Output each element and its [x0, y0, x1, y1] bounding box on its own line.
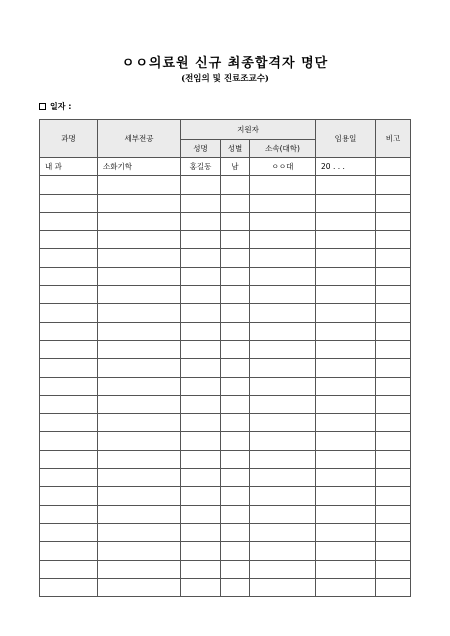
cell-specialty: 소화기학 [98, 158, 181, 176]
cell-remarks [376, 542, 411, 560]
cell-specialty [98, 267, 181, 285]
cell-appointment-date [316, 267, 376, 285]
cell-department [40, 340, 98, 358]
cell-gender [221, 414, 250, 432]
cell-department [40, 414, 98, 432]
cell-name [181, 505, 221, 523]
cell-specialty [98, 359, 181, 377]
cell-specialty [98, 176, 181, 194]
cell-gender [221, 340, 250, 358]
cell-department [40, 542, 98, 560]
cell-affiliation [250, 414, 316, 432]
cell-department [40, 487, 98, 505]
cell-department [40, 176, 98, 194]
table-row [40, 359, 411, 377]
table-row [40, 450, 411, 468]
cell-name [181, 469, 221, 487]
cell-department [40, 450, 98, 468]
cell-affiliation [250, 377, 316, 395]
cell-remarks [376, 340, 411, 358]
cell-appointment-date [316, 249, 376, 267]
cell-specialty [98, 322, 181, 340]
table-row [40, 267, 411, 285]
cell-affiliation [250, 432, 316, 450]
cell-department [40, 212, 98, 230]
cell-remarks [376, 286, 411, 304]
cell-gender [221, 469, 250, 487]
cell-gender [221, 450, 250, 468]
cell-gender [221, 231, 250, 249]
cell-affiliation [250, 395, 316, 413]
cell-gender [221, 322, 250, 340]
cell-name [181, 267, 221, 285]
table-row [40, 505, 411, 523]
cell-specialty [98, 395, 181, 413]
cell-specialty [98, 304, 181, 322]
cell-department [40, 377, 98, 395]
cell-name [181, 340, 221, 358]
cell-appointment-date [316, 322, 376, 340]
cell-gender: 남 [221, 158, 250, 176]
table-row [40, 176, 411, 194]
cell-remarks [376, 194, 411, 212]
cell-name [181, 322, 221, 340]
table-row [40, 340, 411, 358]
cell-name [181, 523, 221, 541]
cell-specialty [98, 414, 181, 432]
header-remarks: 비고 [376, 120, 411, 158]
cell-name [181, 450, 221, 468]
table-row [40, 231, 411, 249]
cell-affiliation [250, 450, 316, 468]
cell-name [181, 377, 221, 395]
table-row [40, 523, 411, 541]
header-applicant-group: 지원자 [181, 120, 316, 140]
cell-appointment-date [316, 359, 376, 377]
table-row [40, 377, 411, 395]
cell-remarks [376, 249, 411, 267]
cell-gender [221, 560, 250, 578]
cell-gender [221, 249, 250, 267]
cell-appointment-date [316, 212, 376, 230]
cell-specialty [98, 231, 181, 249]
table-row [40, 432, 411, 450]
roster-table [39, 119, 411, 597]
cell-affiliation [250, 286, 316, 304]
cell-appointment-date [316, 176, 376, 194]
cell-remarks [376, 212, 411, 230]
cell-gender [221, 578, 250, 596]
cell-appointment-date [316, 377, 376, 395]
cell-affiliation [250, 560, 316, 578]
cell-gender [221, 304, 250, 322]
cell-affiliation [250, 523, 316, 541]
cell-remarks [376, 359, 411, 377]
cell-appointment-date [316, 340, 376, 358]
cell-appointment-date [316, 395, 376, 413]
cell-appointment-date [316, 304, 376, 322]
cell-name [181, 487, 221, 505]
cell-remarks [376, 505, 411, 523]
table-row [40, 578, 411, 596]
cell-appointment-date [316, 432, 376, 450]
cell-appointment-date [316, 194, 376, 212]
cell-appointment-date [316, 542, 376, 560]
cell-name [181, 304, 221, 322]
cell-department: 내 과 [40, 158, 98, 176]
table-row [40, 249, 411, 267]
cell-department [40, 194, 98, 212]
cell-gender [221, 176, 250, 194]
cell-affiliation [250, 249, 316, 267]
cell-specialty [98, 340, 181, 358]
table-row [40, 212, 411, 230]
cell-remarks [376, 450, 411, 468]
cell-name [181, 395, 221, 413]
cell-specialty [98, 523, 181, 541]
cell-affiliation [250, 304, 316, 322]
cell-appointment-date [316, 505, 376, 523]
cell-name [181, 212, 221, 230]
cell-affiliation [250, 176, 316, 194]
cell-gender [221, 286, 250, 304]
cell-department [40, 578, 98, 596]
cell-remarks [376, 469, 411, 487]
table-row [40, 286, 411, 304]
cell-affiliation [250, 340, 316, 358]
header-affiliation: 소속(대학) [250, 140, 316, 158]
cell-appointment-date [316, 578, 376, 596]
cell-specialty [98, 469, 181, 487]
cell-affiliation [250, 487, 316, 505]
cell-specialty [98, 450, 181, 468]
cell-department [40, 523, 98, 541]
cell-gender [221, 432, 250, 450]
cell-specialty [98, 249, 181, 267]
cell-department [40, 469, 98, 487]
document-title: ㅇㅇ의료원 신규 최종합격자 명단 [121, 56, 329, 71]
cell-department [40, 286, 98, 304]
cell-appointment-date [316, 487, 376, 505]
cell-affiliation [250, 194, 316, 212]
cell-appointment-date [316, 414, 376, 432]
cell-affiliation [250, 231, 316, 249]
cell-remarks [376, 377, 411, 395]
cell-appointment-date [316, 231, 376, 249]
cell-department [40, 322, 98, 340]
cell-appointment-date [316, 523, 376, 541]
cell-affiliation: ㅇㅇ대 [250, 158, 316, 176]
cell-department [40, 432, 98, 450]
table-row [40, 304, 411, 322]
cell-affiliation [250, 359, 316, 377]
cell-gender [221, 542, 250, 560]
cell-remarks [376, 395, 411, 413]
cell-remarks [376, 176, 411, 194]
cell-name [181, 176, 221, 194]
cell-name [181, 286, 221, 304]
cell-specialty [98, 194, 181, 212]
cell-remarks [376, 578, 411, 596]
cell-appointment-date [316, 450, 376, 468]
cell-name [181, 231, 221, 249]
cell-specialty [98, 487, 181, 505]
date-field [39, 101, 71, 112]
cell-remarks [376, 267, 411, 285]
cell-specialty [98, 578, 181, 596]
cell-name [181, 578, 221, 596]
cell-remarks [376, 304, 411, 322]
cell-gender [221, 359, 250, 377]
cell-gender [221, 377, 250, 395]
cell-specialty [98, 212, 181, 230]
cell-name [181, 414, 221, 432]
table-row [40, 158, 411, 176]
table-row [40, 414, 411, 432]
cell-department [40, 505, 98, 523]
table-row [40, 469, 411, 487]
cell-affiliation [250, 578, 316, 596]
cell-name [181, 432, 221, 450]
document-subtitle: (전임의 및 진료조교수) [181, 74, 269, 84]
cell-gender [221, 267, 250, 285]
table-row [40, 542, 411, 560]
cell-affiliation [250, 267, 316, 285]
cell-remarks [376, 432, 411, 450]
cell-gender [221, 212, 250, 230]
cell-name [181, 359, 221, 377]
cell-appointment-date [316, 286, 376, 304]
cell-remarks [376, 487, 411, 505]
cell-department [40, 359, 98, 377]
cell-appointment-date [316, 560, 376, 578]
roster-body [40, 158, 411, 597]
cell-remarks [376, 523, 411, 541]
cell-specialty [98, 377, 181, 395]
cell-specialty [98, 505, 181, 523]
table-row [40, 560, 411, 578]
cell-gender [221, 395, 250, 413]
cell-specialty [98, 542, 181, 560]
cell-department [40, 249, 98, 267]
cell-remarks [376, 158, 411, 176]
header-name: 성명 [181, 140, 221, 158]
cell-specialty [98, 286, 181, 304]
table-row [40, 322, 411, 340]
cell-name [181, 542, 221, 560]
cell-gender [221, 194, 250, 212]
cell-specialty [98, 560, 181, 578]
cell-specialty [98, 432, 181, 450]
cell-department [40, 267, 98, 285]
cell-remarks [376, 322, 411, 340]
cell-department [40, 304, 98, 322]
cell-remarks [376, 414, 411, 432]
cell-appointment-date [316, 469, 376, 487]
cell-affiliation [250, 505, 316, 523]
cell-remarks [376, 560, 411, 578]
checkbox-icon [39, 103, 46, 110]
header-appointment-date: 임용일 [316, 120, 376, 158]
cell-name [181, 560, 221, 578]
cell-department [40, 395, 98, 413]
cell-gender [221, 505, 250, 523]
table-row [40, 487, 411, 505]
header-department: 과명 [40, 120, 98, 158]
date-label: 일자 : [50, 102, 72, 111]
header-specialty: 세부전공 [98, 120, 181, 158]
cell-name: 홍길동 [181, 158, 221, 176]
cell-affiliation [250, 469, 316, 487]
cell-affiliation [250, 542, 316, 560]
cell-department [40, 560, 98, 578]
cell-appointment-date: 20 . . . [316, 158, 376, 176]
table-row [40, 395, 411, 413]
cell-affiliation [250, 322, 316, 340]
cell-department [40, 231, 98, 249]
cell-affiliation [250, 212, 316, 230]
table-row [40, 194, 411, 212]
cell-gender [221, 523, 250, 541]
cell-name [181, 194, 221, 212]
cell-name [181, 249, 221, 267]
header-gender: 성별 [221, 140, 250, 158]
cell-remarks [376, 231, 411, 249]
cell-gender [221, 487, 250, 505]
